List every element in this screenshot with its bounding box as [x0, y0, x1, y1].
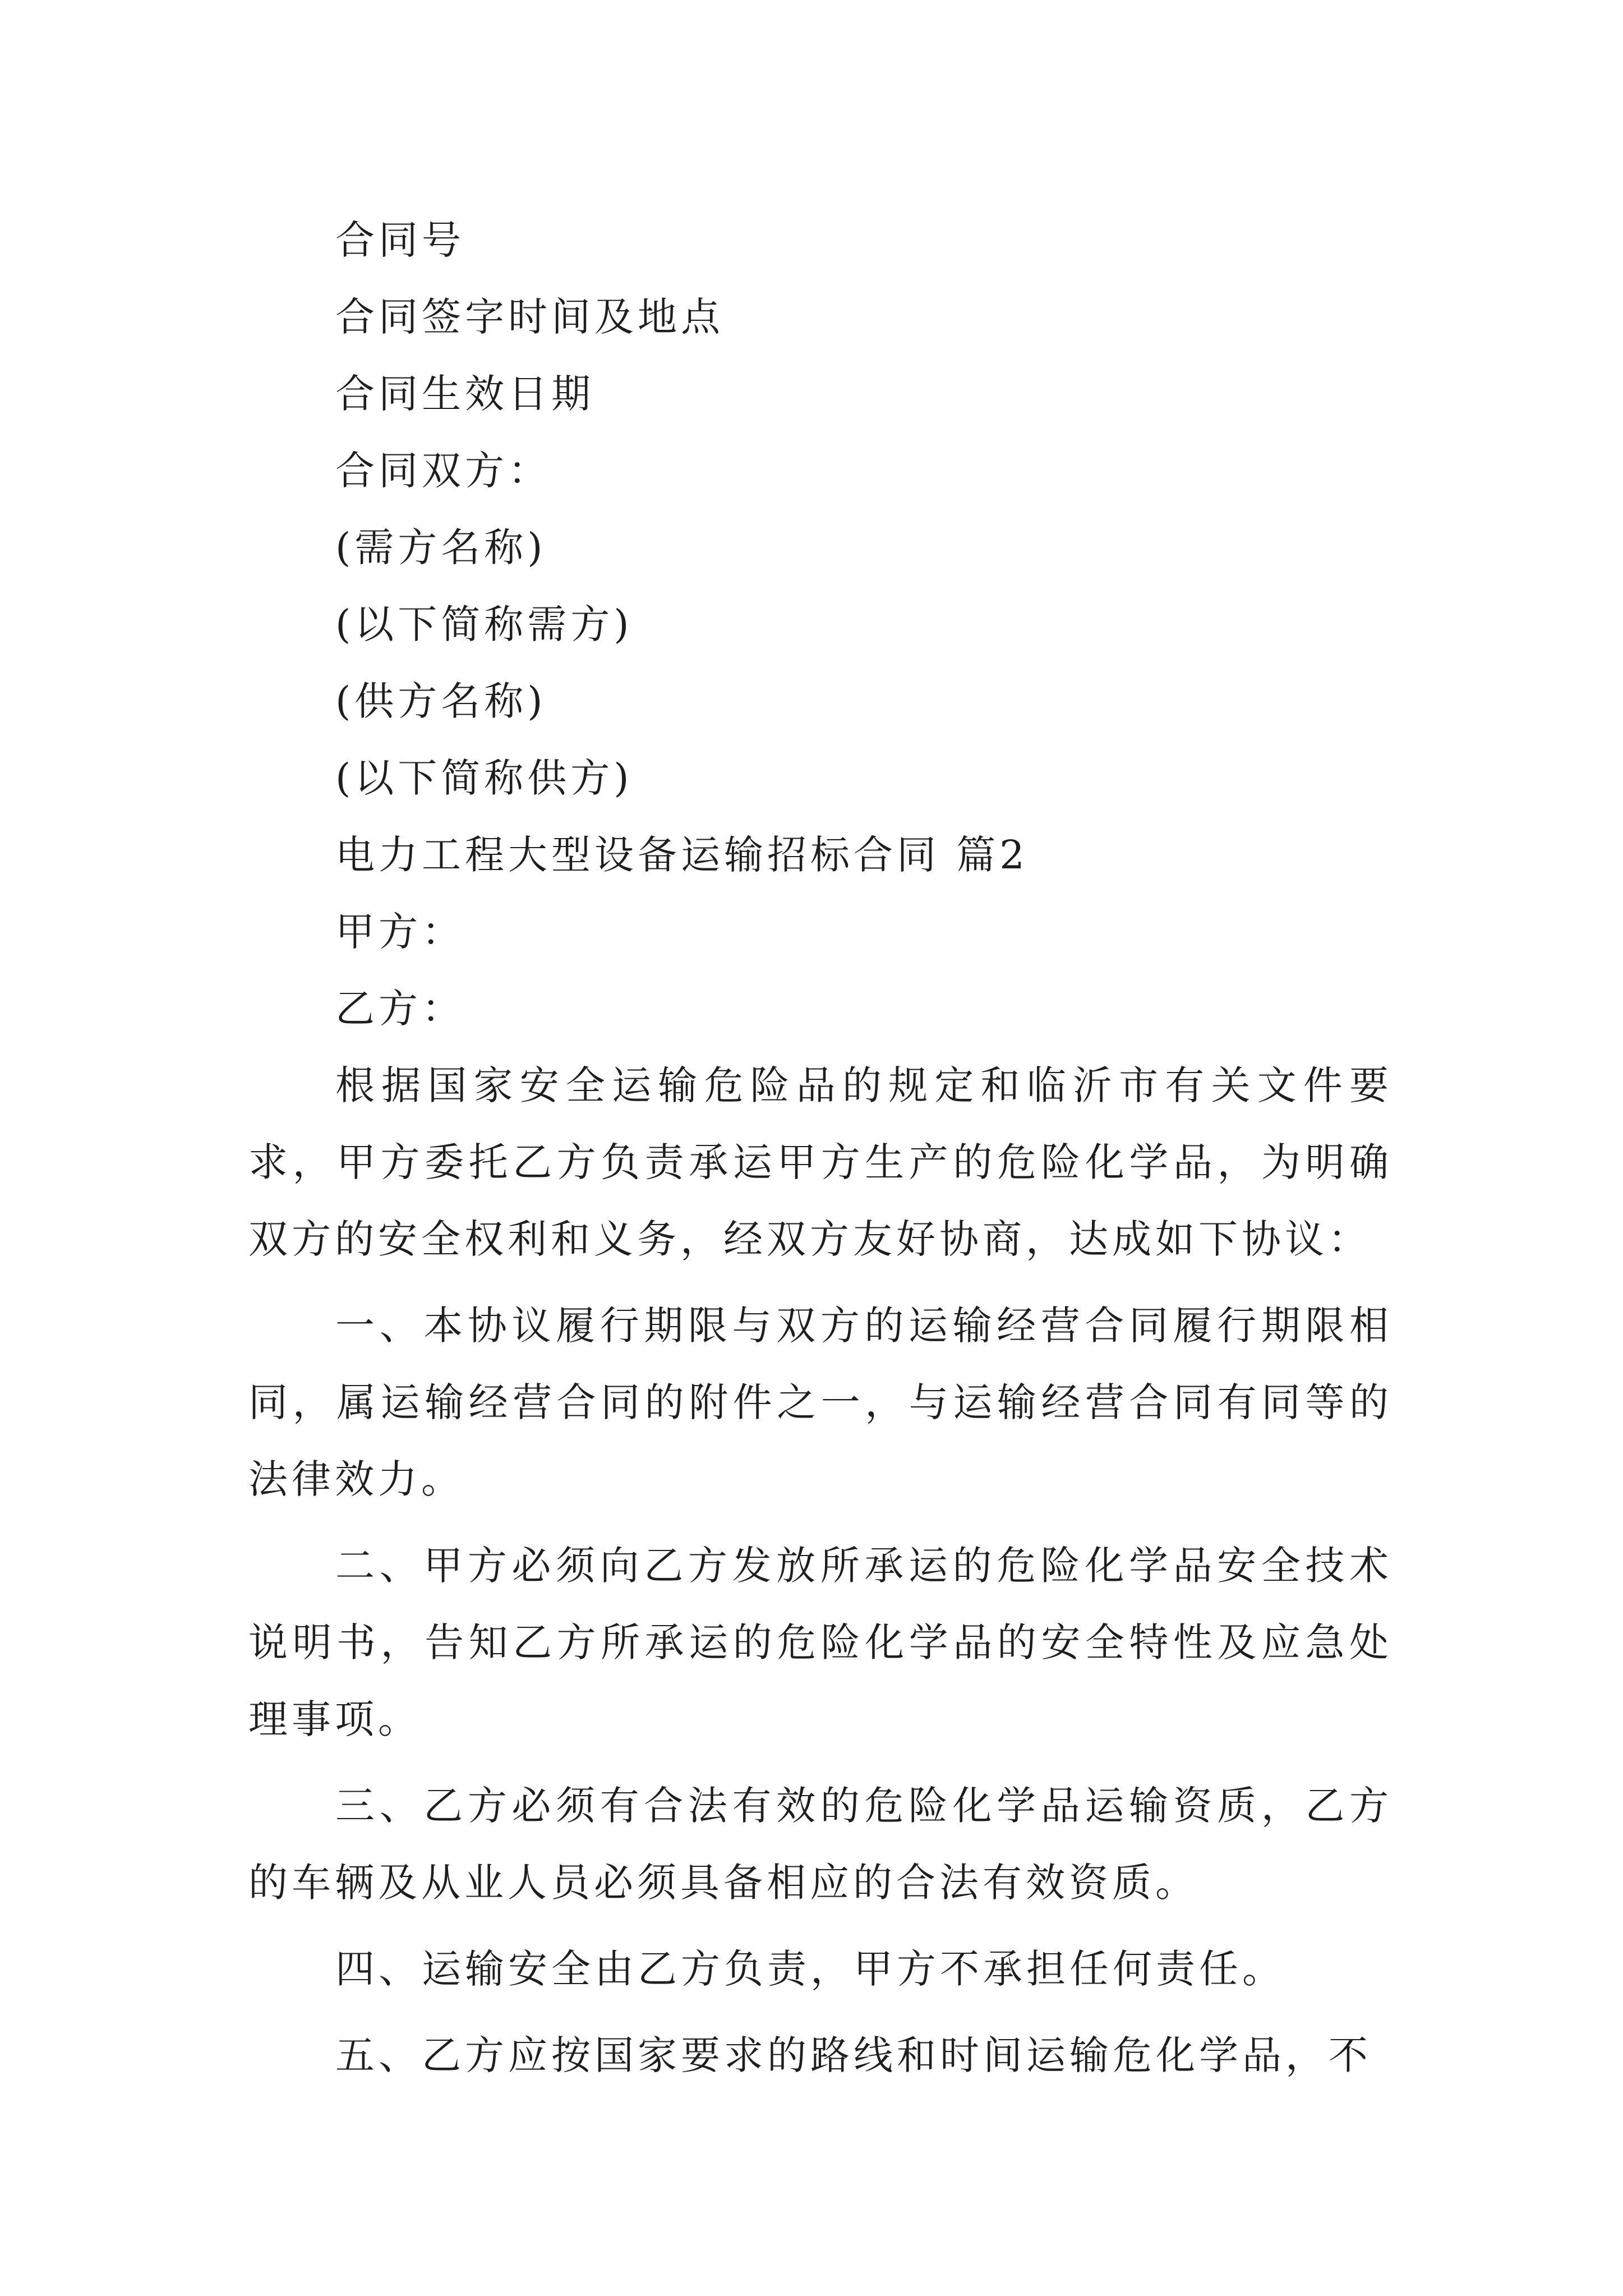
clause-3-paragraph: 三、乙方必须有合法有效的危险化学品运输资质，乙方的车辆及从业人员必须具备相应的合法有效资质。	[248, 1783, 1393, 1906]
clause-2-paragraph: 二、甲方必须向乙方发放所承运的危险化学品安全技术说明书，告知乙方所承运的危险化学品的安全特性及应急处理事项。	[248, 1543, 1393, 1742]
party-a-line: 甲方：	[335, 909, 465, 955]
effective-date-line: 合同生效日期	[335, 371, 594, 417]
clause-5-paragraph: 五、乙方应按国家要求的路线和时间运输危化学品，不	[335, 2032, 1372, 2078]
supplier-abbrev-line: (以下简称供方)	[335, 755, 633, 801]
contract-number-line: 合同号	[335, 217, 465, 263]
buyer-name-line: (需方名称)	[335, 524, 547, 570]
clause-1-paragraph: 一、本协议履行期限与双方的运输经营合同履行期限相同，属运输经营合同的附件之一，与运输经营合同有同等的法律效力。	[248, 1303, 1393, 1502]
signing-time-place-line: 合同签字时间及地点	[335, 294, 724, 340]
section-heading: 电力工程大型设备运输招标合同 篇2	[335, 832, 1029, 878]
supplier-name-line: (供方名称)	[335, 678, 547, 724]
buyer-abbrev-line: (以下简称需方)	[335, 601, 633, 647]
contract-parties-line: 合同双方：	[335, 448, 551, 494]
party-b-line: 乙方：	[335, 986, 465, 1032]
intro-paragraph: 根据国家安全运输危险品的规定和临沂市有关文件要求，甲方委托乙方负责承运甲方生产的危险化学品，为明确双方的安全权利和义务，经双方友好协商，达成如下协议：	[248, 1062, 1393, 1262]
clause-4-paragraph: 四、运输安全由乙方负责，甲方不承担任何责任。	[335, 1946, 1285, 1992]
document-body	[248, 202, 1393, 2094]
